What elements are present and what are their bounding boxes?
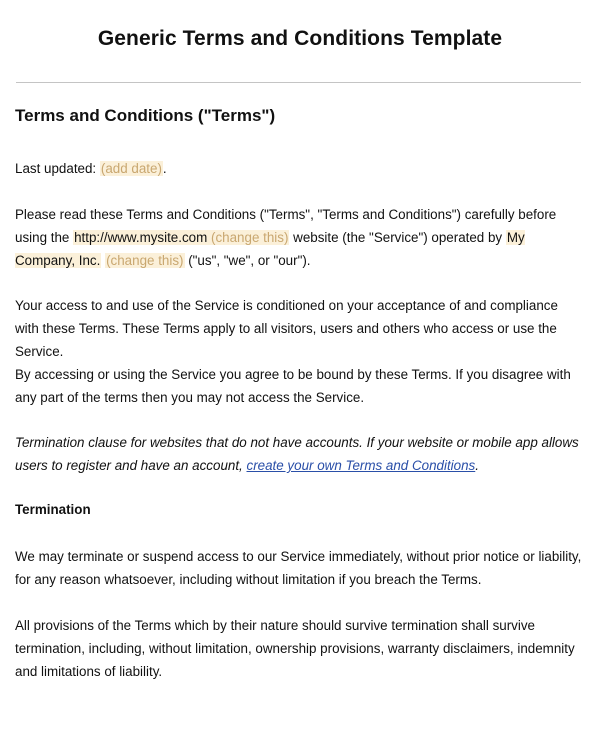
title-divider [16,82,581,83]
date-placeholder[interactable]: (add date) [100,161,162,176]
intro-text-1: Please read these Terms and Conditions ("Terms", "Terms and Conditions") carefully before using the [15,207,557,245]
agreement-paragraph: By accessing or using the Service you agree to be bound by these Terms. If you disagree with any part of the terms then you may not access the Service. [15,367,571,405]
intro-text-3: ("us", "we", or "our"). [184,253,311,268]
document-title: Generic Terms and Conditions Template [97,27,503,50]
company-name-placeholder[interactable]: My Company, Inc. [15,230,525,268]
site-url: http://www.mysite.com [74,230,208,245]
company-change-note[interactable]: (change this) [106,253,184,268]
access-paragraph: Your access to and use of the Service is conditioned on your acceptance of and compliance with these Terms. These Terms apply to all visitors, users and others who access or use the Service. [15,298,558,359]
create-terms-link[interactable]: create your own Terms and Conditions [246,458,476,473]
last-updated-end: . [162,161,167,176]
termination-heading: Termination [15,502,91,517]
section-heading: Terms and Conditions ("Terms") [15,106,276,125]
last-updated-label: Last updated: [15,161,100,176]
termination-note-text: Termination clause for websites that do not have accounts. If your website or mobile app allows users to register and have an account, [15,435,579,473]
termination-paragraph-2: All provisions of the Terms which by their nature should survive termination shall survive termination, including, without limitation, ownership provisions, warranty disclaimers, indemnity and limitations of liability. [15,618,575,679]
termination-paragraph-1: We may terminate or suspend access to our Service immediately, without prior notice or liability, for any reason whatsoever, including without limitation if you breach the Terms. [15,549,582,587]
site-url-change-note: (change this) [207,230,289,245]
intro-paragraph [15,203,585,272]
site-url-placeholder[interactable] [73,230,289,245]
termination-note-end: . [475,458,479,473]
termination-note [15,431,585,477]
last-updated-line [15,157,585,180]
intro-text-2: website (the "Service") operated by [289,230,506,245]
